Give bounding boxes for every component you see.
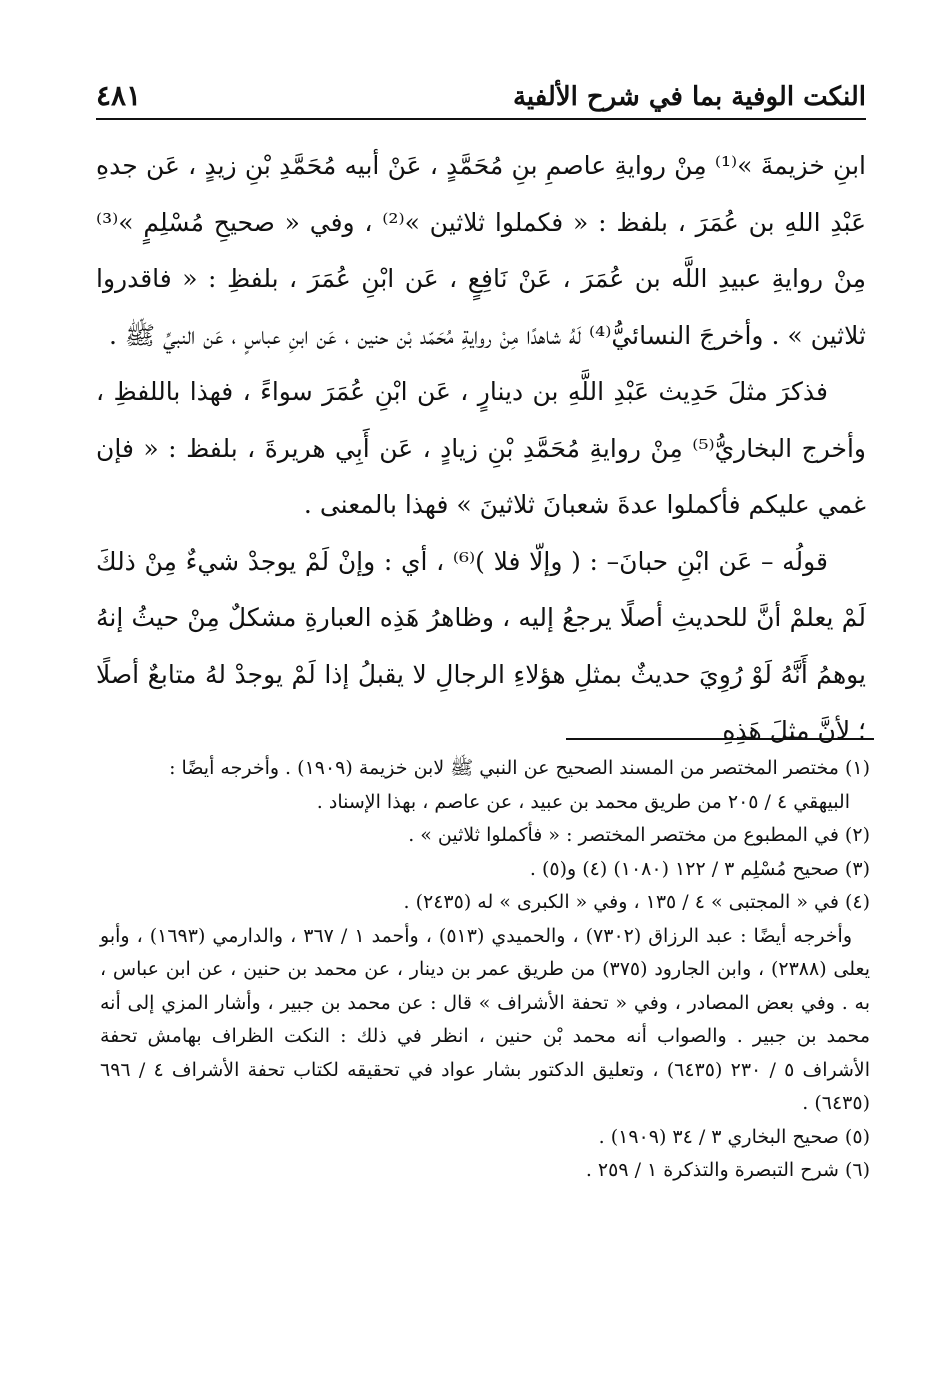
main-text [96,138,866,760]
footnotes [100,752,870,1188]
footnote: (٥) صحيح البخاري ٣ / ٣٤ (١٩٠٩) . [598,1125,870,1148]
footnote: (٢) في المطبوع من مختصر المختصر : « فأكملوا ثلاثين » . [408,824,870,846]
footnote-continuation: البيهقي ٤ / ٢٠٥ من طريق محمد بن عبيد ، عن عاصم ، بهذا الإسناد . [316,790,850,813]
footnote-separator [566,738,874,740]
paragraph: ابنِ خزيمةَ »⁽¹⁾ مِنْ روايةِ عاصمِ بنِ مُحَمَّدٍ ، عَنْ أبيه مُحَمَّدِ بْنِ زيدٍ ، عَن جدهِ عَبْدِ اللهِ بن عُمَرَ ، بلفظ : « فكملوا ثلاثين »⁽²⁾ ، وفي « صحيحِ مُسْلِمٍ »⁽³⁾ مِنْ روايةِ عبيدِ اللَّه بن عُمَرَ ، عَنْ نَافِعٍ ، عَن ابْنِ عُمَرَ ، بلفظِ : « فاقدروا ثلاثين » . وأخرجَ النسائيُّ⁽⁴⁾ لَهُ شاهدًا مِنْ روايةِ مُحَمّد بْن حنين ، عَن ابنِ عباسٍ ، عَن النبيِّ ﷺ . [96,151,866,350]
paragraph: فذكرَ مثلَ حَدِيث عَبْدِ اللَّهِ بن دينارٍ ، عَن ابْنِ عُمَرَ سواءً ، فهذا باللفظِ ، وأخرج البخاريُّ⁽⁵⁾ مِنْ روايةِ مُحَمَّدِ بْنِ زيادٍ ، عَن أَبِي هريرةَ ، بلفظ : « فإن غمي عليكم فأكملوا عدةَ شعبانَ ثلاثينَ » فهذا بالمعنى . [96,377,866,519]
paragraph: قولُه – عَن ابْنِ حبانَ– : ( وإلّا فلا )⁽⁶⁾ ، أي : وإنْ لَمْ يوجدْ شيءٌ مِنْ ذلكَ لَمْ يعلمْ أنَّ للحديثِ أصلًا يرجعُ إليه ، وظاهرُ هَذِه العبارةِ مشكلٌ مِنْ حيثُ إنهُ يوهمُ أَنَّهُ لَوْ رُوِيَ حديثٌ بمثلِ هؤلاءِ الرجالِ لا يقبلُ إذا لَمْ يوجدْ لهُ متابعٌ أصلًا ؛ لأنَّ مثلَ هَذِهِ [96,546,866,745]
footnote: (٦) شرح التبصرة والتذكرة ١ / ٢٥٩ . [585,1159,870,1181]
footnote: (٤) في « المجتبى » ٤ / ١٣٥ ، وفي « الكبرى » له (٢٤٣٥) . [403,891,870,913]
footnote: (١) مختصر المختصر من المسند الصحيح عن النبي ﷺ لابن خزيمة (١٩٠٩) . وأخرجه أيضًا : [169,757,870,779]
footnote: (٣) صحيح مُسْلِم ٣ / ١٢٢ (١٠٨٠) (٤) و(٥) . [529,857,870,880]
running-title: النكت الوفية بما في شرح الألفية [512,82,866,112]
page-header [96,58,866,120]
page-number: ٤٨١ [96,79,142,112]
footnote-continuation: وأخرجه أيضًا : عبد الرزاق (٧٣٠٢) ، والحميدي (٥١٣) ، وأحمد ١ / ٣٦٧ ، والدارمي (١٦٩٣) ، وأبو يعلى (٢٣٨٨) ، وابن الجارود (٣٧٥) من طريق عمر بن دينار ، عن محمد بن حنين ، عن ابن عباس ، به . وفي بعض المصادر ، وفي « تحفة الأشراف » قال : عن محمد بن جبير ، وأشار المزي إلى أنه محمد بن جبير . والصواب أنه محمد بْن حنين ، انظر في ذلك : النكت الظراف بهامش تحفة الأشراف ٥ / ٢٣٠ (٦٤٣٥) ، وتعليق الدكتور بشار عواد في تحقيقه لكتاب تحفة الأشراف ٤ / ٦٩٦ (٦٤٣٥) . [100,924,871,1114]
